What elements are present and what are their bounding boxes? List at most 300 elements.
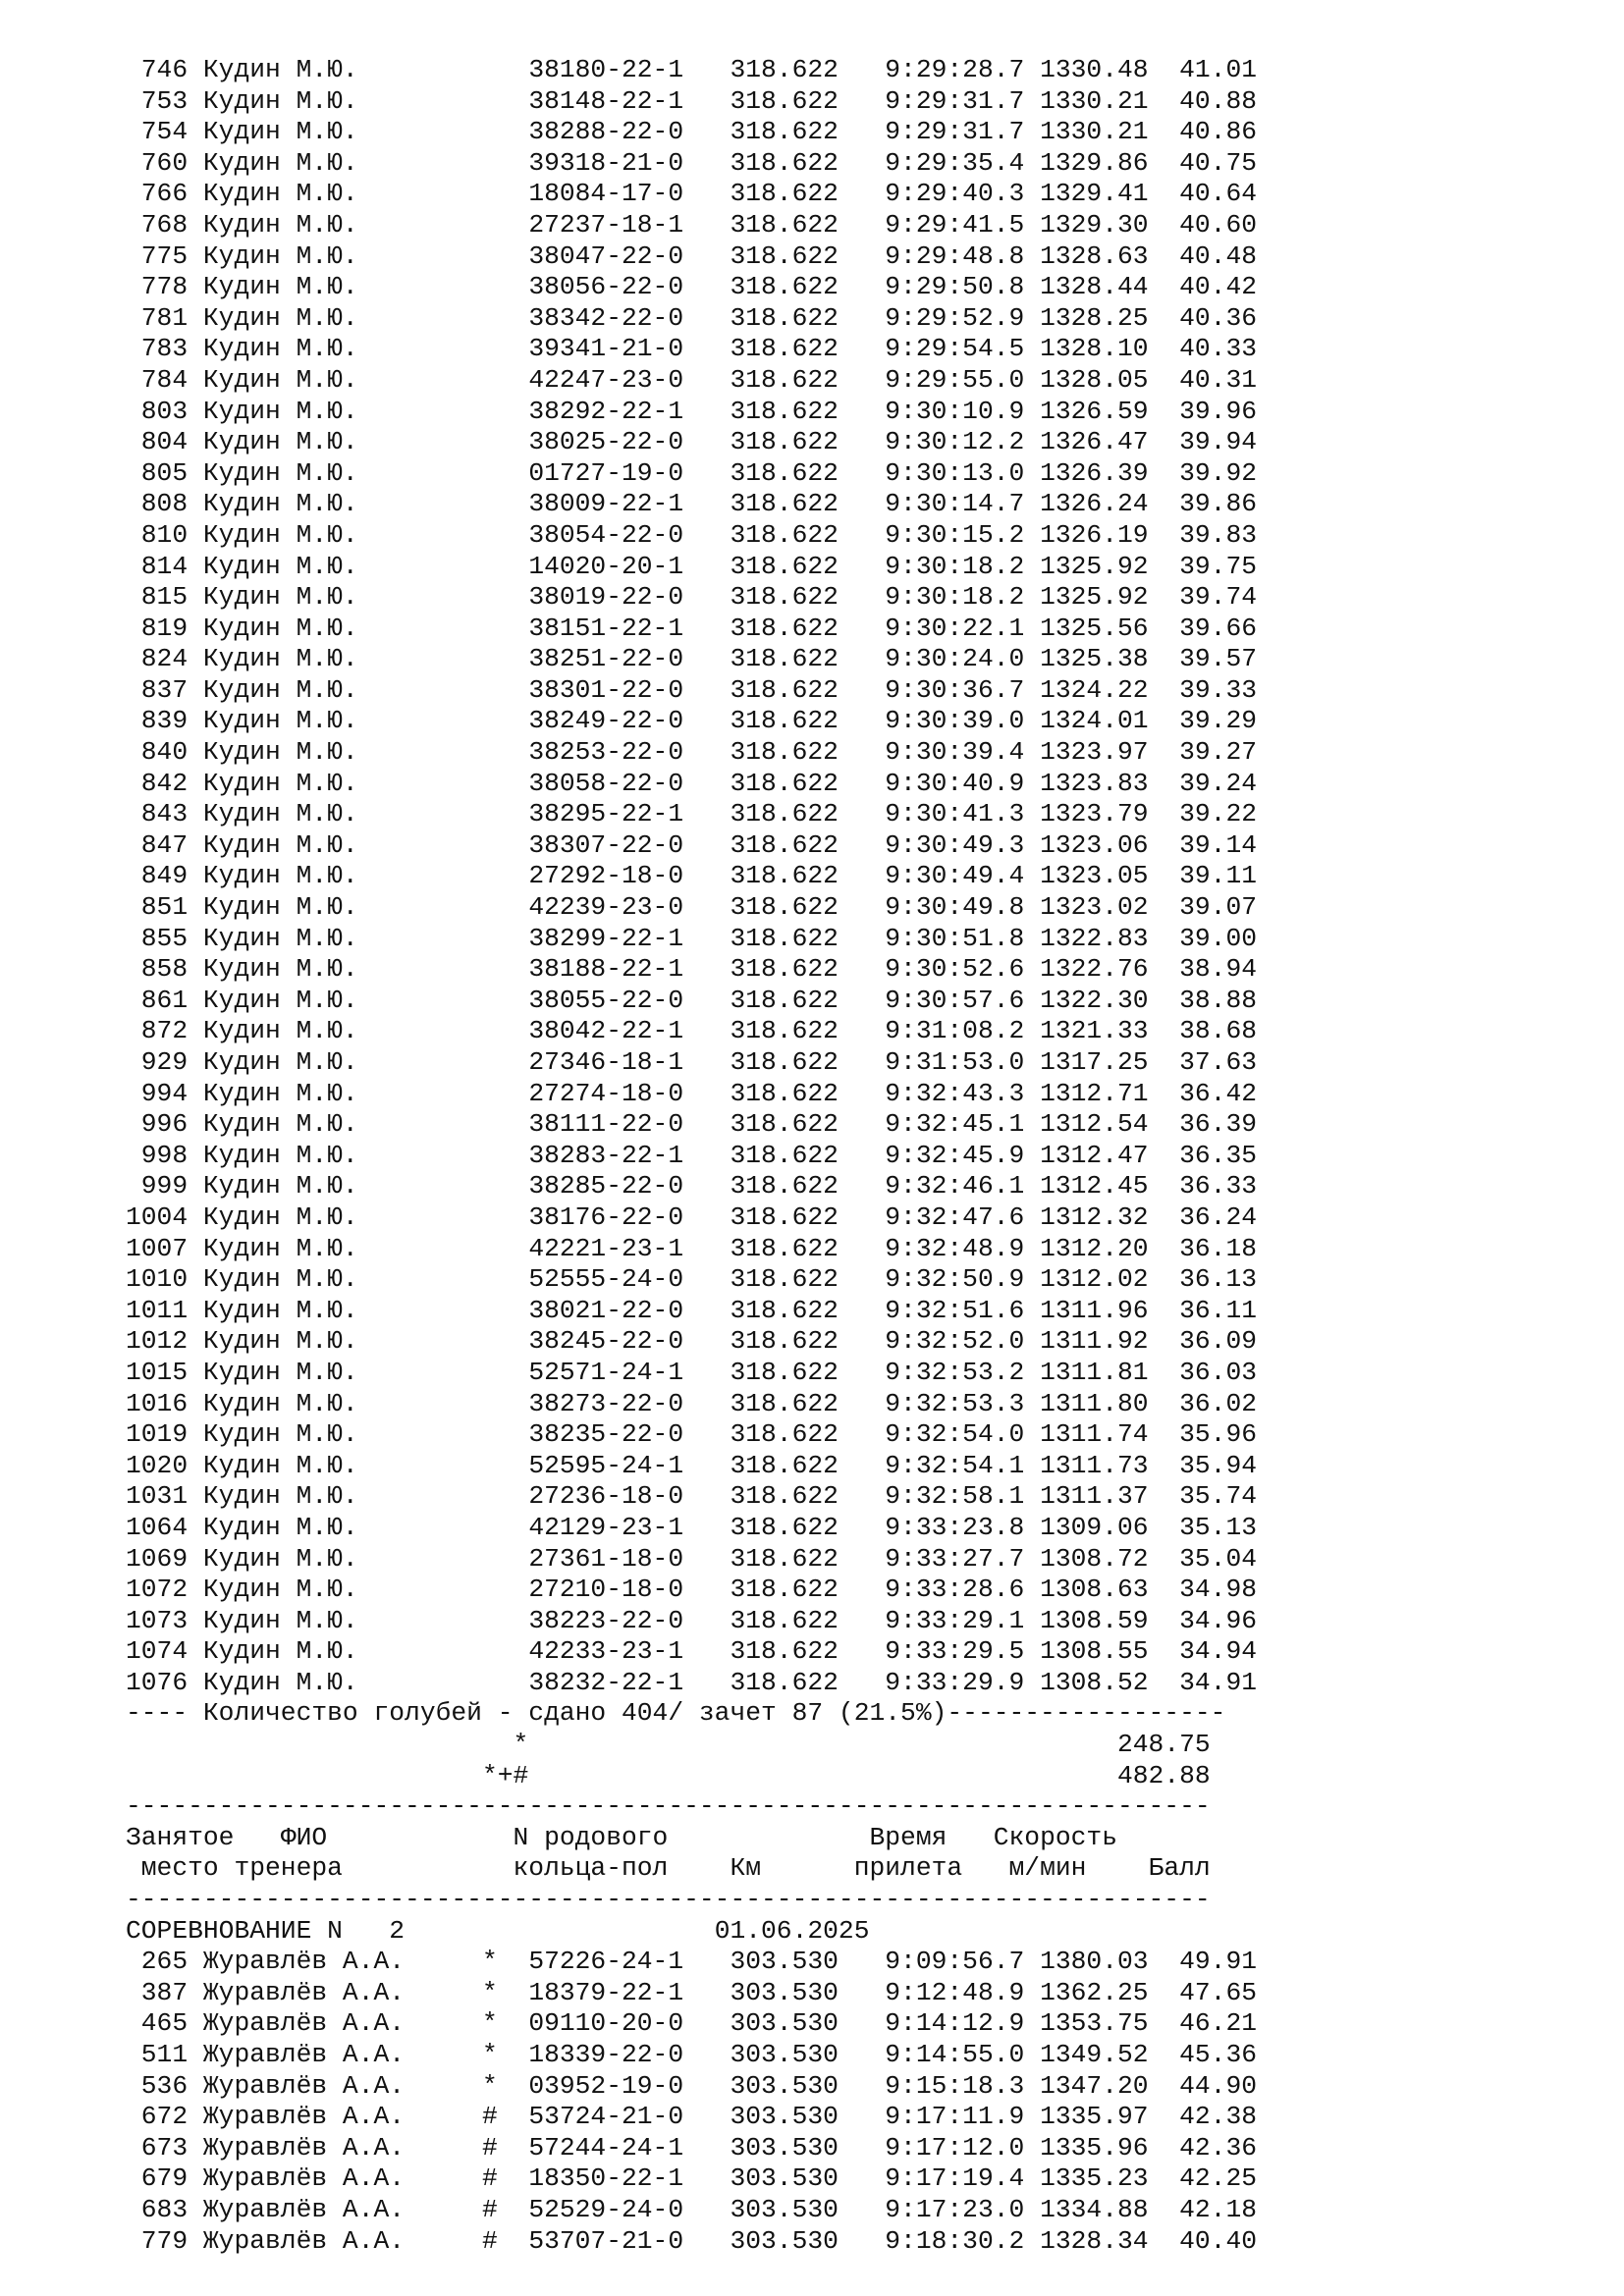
- competition-date: 01.06.2025: [714, 1915, 870, 1946]
- table-row: [126, 2040, 1500, 2071]
- table-row: [126, 1513, 1500, 1544]
- points-cell: 40.48: [1148, 240, 1258, 271]
- time-cell: 9:30:57.6: [869, 985, 1025, 1015]
- points-cell: 36.39: [1148, 1109, 1258, 1140]
- speed-cell: 1325.56: [1024, 613, 1149, 643]
- time-cell: 9:33:29.1: [869, 1605, 1025, 1635]
- km-cell: 318.622: [730, 1171, 870, 1201]
- place-cell: 815: [126, 582, 189, 613]
- ring-cell: 42129-23-1: [528, 1512, 731, 1542]
- trainer-cell: Кудин М.Ю.: [202, 1016, 482, 1046]
- header-cell: Время: [869, 1822, 947, 1852]
- speed-cell: 1329.30: [1024, 209, 1149, 240]
- mark-cell: [482, 1079, 528, 1108]
- totals-block: [126, 1730, 1500, 1791]
- points-cell: 39.00: [1148, 923, 1258, 953]
- trainer-cell: Кудин М.Ю.: [202, 1264, 482, 1295]
- ring-cell: 38295-22-1: [528, 799, 731, 829]
- ring-cell: 38299-22-1: [528, 923, 731, 953]
- km-cell: 318.622: [730, 1667, 870, 1697]
- time-cell: 9:17:19.4: [869, 2163, 1025, 2194]
- ring-cell: 52595-24-1: [528, 1450, 731, 1480]
- trainer-cell: Кудин М.Ю.: [202, 364, 482, 395]
- trainer-cell: Кудин М.Ю.: [202, 1512, 482, 1542]
- km-cell: 318.622: [730, 1575, 870, 1605]
- ring-cell: 52571-24-1: [528, 1357, 731, 1387]
- km-cell: 318.622: [730, 1109, 870, 1140]
- place-cell: 998: [126, 1140, 189, 1170]
- speed-cell: 1328.05: [1024, 364, 1149, 395]
- trainer-cell: Кудин М.Ю.: [202, 1575, 482, 1605]
- speed-cell: 1328.34: [1024, 2225, 1149, 2256]
- place-cell: 1004: [126, 1201, 189, 1232]
- km-cell: 303.530: [730, 2194, 870, 2224]
- speed-cell: 1328.25: [1024, 302, 1149, 333]
- place-cell: 824: [126, 644, 189, 674]
- place-cell: 511: [126, 2040, 189, 2069]
- trainer-cell: Кудин М.Ю.: [202, 1450, 482, 1480]
- points-cell: 39.74: [1148, 582, 1258, 613]
- trainer-cell: Журавлёв А.А.: [202, 2194, 482, 2224]
- trainer-cell: Журавлёв А.А.: [202, 2132, 482, 2163]
- time-cell: 9:17:23.0: [869, 2194, 1025, 2224]
- speed-cell: 1326.59: [1024, 396, 1149, 426]
- results-document: [126, 55, 1500, 2257]
- time-cell: 9:29:54.5: [869, 334, 1025, 364]
- km-cell: 318.622: [730, 1450, 870, 1480]
- ring-cell: 38009-22-1: [528, 489, 731, 519]
- place-cell: 1016: [126, 1388, 189, 1418]
- km-cell: 318.622: [730, 117, 870, 147]
- speed-cell: 1325.38: [1024, 644, 1149, 674]
- place-cell: 1007: [126, 1233, 189, 1263]
- speed-cell: 1328.63: [1024, 240, 1149, 271]
- trainer-cell: Журавлёв А.А.: [202, 2163, 482, 2194]
- time-cell: 9:12:48.9: [869, 1977, 1025, 2007]
- km-cell: 318.622: [730, 1357, 870, 1387]
- table-row: [126, 1978, 1500, 2009]
- place-cell: 1064: [126, 1512, 189, 1542]
- time-cell: 9:31:08.2: [869, 1016, 1025, 1046]
- speed-cell: 1323.06: [1024, 829, 1149, 860]
- points-cell: 39.86: [1148, 489, 1258, 519]
- ring-cell: 42221-23-1: [528, 1233, 731, 1263]
- place-cell: 996: [126, 1109, 189, 1140]
- ring-cell: 57226-24-1: [528, 1947, 731, 1977]
- header-cell: Занятое: [126, 1822, 235, 1852]
- place-cell: 861: [126, 985, 189, 1015]
- trainer-cell: Кудин М.Ю.: [202, 457, 482, 488]
- points-cell: 39.75: [1148, 551, 1258, 581]
- place-cell: 808: [126, 489, 189, 519]
- ring-cell: 38307-22-0: [528, 829, 731, 860]
- km-cell: 318.622: [730, 644, 870, 674]
- speed-cell: 1329.86: [1024, 147, 1149, 178]
- ring-cell: 38180-22-1: [528, 55, 731, 84]
- km-cell: 318.622: [730, 1078, 870, 1108]
- km-cell: 318.622: [730, 1047, 870, 1077]
- header-cell: ФИО: [280, 1822, 328, 1852]
- time-cell: 9:29:55.0: [869, 364, 1025, 395]
- speed-cell: 1309.06: [1024, 1512, 1149, 1542]
- mark-cell: [482, 861, 528, 890]
- km-cell: 318.622: [730, 334, 870, 364]
- mark-cell: [482, 1636, 528, 1666]
- table-row: [126, 1358, 1500, 1389]
- time-cell: 9:30:36.7: [869, 674, 1025, 705]
- ring-cell: 38232-22-1: [528, 1667, 731, 1697]
- separator-bottom: ----------------------------------------------------------------------: [126, 1885, 1211, 1915]
- points-cell: 41.01: [1148, 55, 1258, 84]
- points-cell: 45.36: [1148, 2040, 1258, 2069]
- points-cell: 39.24: [1148, 768, 1258, 798]
- mark-cell: [482, 1171, 528, 1201]
- total-line: [126, 1730, 1500, 1761]
- km-cell: 318.622: [730, 240, 870, 271]
- table-row: [126, 241, 1500, 273]
- speed-cell: 1308.52: [1024, 1667, 1149, 1697]
- table-row: [126, 644, 1500, 675]
- ring-cell: 38025-22-0: [528, 427, 731, 457]
- table-row: [126, 1141, 1500, 1172]
- trainer-cell: Кудин М.Ю.: [202, 117, 482, 147]
- trainer-cell: Кудин М.Ю.: [202, 892, 482, 923]
- table-row: [126, 552, 1500, 583]
- mark-cell: [482, 1606, 528, 1635]
- time-cell: 9:30:18.2: [869, 582, 1025, 613]
- place-cell: 754: [126, 117, 189, 147]
- trainer-cell: Журавлёв А.А.: [202, 1947, 482, 1977]
- points-cell: 36.02: [1148, 1388, 1258, 1418]
- time-cell: 9:32:54.1: [869, 1450, 1025, 1480]
- table-row: [126, 458, 1500, 490]
- table-row: [126, 986, 1500, 1017]
- ring-cell: 38342-22-0: [528, 302, 731, 333]
- place-cell: 1069: [126, 1543, 189, 1574]
- points-cell: 34.94: [1148, 1636, 1258, 1667]
- ring-cell: 27361-18-0: [528, 1543, 731, 1574]
- place-cell: 805: [126, 457, 189, 488]
- ring-cell: 38288-22-0: [528, 117, 731, 147]
- table-header-line-1: [126, 1823, 1500, 1854]
- points-cell: 42.38: [1148, 2102, 1258, 2132]
- table-row: [126, 520, 1500, 552]
- table-row: [126, 397, 1500, 428]
- points-cell: 35.94: [1148, 1450, 1258, 1480]
- ring-cell: 38285-22-0: [528, 1171, 731, 1201]
- km-cell: 318.622: [730, 1605, 870, 1635]
- time-cell: 9:29:35.4: [869, 147, 1025, 178]
- place-cell: 839: [126, 706, 189, 736]
- trainer-cell: Журавлёв А.А.: [202, 2040, 482, 2069]
- speed-cell: 1325.92: [1024, 551, 1149, 581]
- km-cell: 318.622: [730, 1419, 870, 1450]
- header-cell: N родового: [513, 1822, 669, 1852]
- time-cell: 9:30:24.0: [869, 644, 1025, 674]
- mark-cell: [482, 1016, 528, 1045]
- ring-cell: 38176-22-0: [528, 1201, 731, 1232]
- km-cell: 318.622: [730, 674, 870, 705]
- time-cell: 9:32:46.1: [869, 1171, 1025, 1201]
- table-row: [126, 737, 1500, 769]
- points-cell: 40.88: [1148, 85, 1258, 116]
- speed-cell: 1330.21: [1024, 117, 1149, 147]
- place-cell: 858: [126, 954, 189, 985]
- table-row: [126, 582, 1500, 614]
- time-cell: 9:17:11.9: [869, 2102, 1025, 2132]
- trainer-cell: Кудин М.Ю.: [202, 706, 482, 736]
- speed-cell: 1311.80: [1024, 1388, 1149, 1418]
- ring-cell: 52555-24-0: [528, 1264, 731, 1295]
- speed-cell: 1323.83: [1024, 768, 1149, 798]
- points-cell: 40.31: [1148, 364, 1258, 395]
- km-cell: 303.530: [730, 2163, 870, 2194]
- points-cell: 35.96: [1148, 1419, 1258, 1450]
- km-cell: 318.622: [730, 272, 870, 302]
- km-cell: 318.622: [730, 613, 870, 643]
- time-cell: 9:30:22.1: [869, 613, 1025, 643]
- points-cell: 36.33: [1148, 1171, 1258, 1201]
- mark-cell: #: [481, 2102, 529, 2132]
- table-row: [126, 1451, 1500, 1482]
- table-row: [126, 1389, 1500, 1420]
- table-row: [126, 365, 1500, 397]
- points-cell: 39.14: [1148, 829, 1258, 860]
- speed-cell: 1353.75: [1024, 2008, 1149, 2039]
- table-row: [126, 924, 1500, 955]
- table-row: [126, 117, 1500, 148]
- km-cell: 318.622: [730, 551, 870, 581]
- time-cell: 9:29:50.8: [869, 272, 1025, 302]
- trainer-cell: Кудин М.Ю.: [202, 1543, 482, 1574]
- time-cell: 9:30:39.4: [869, 737, 1025, 768]
- place-cell: 778: [126, 272, 189, 302]
- trainer-cell: Кудин М.Ю.: [202, 1605, 482, 1635]
- place-cell: 781: [126, 302, 189, 333]
- ring-cell: 27210-18-0: [528, 1575, 731, 1605]
- place-cell: 679: [126, 2163, 189, 2194]
- table-row: [126, 2195, 1500, 2226]
- trainer-cell: Кудин М.Ю.: [202, 1481, 482, 1512]
- place-cell: 1076: [126, 1667, 189, 1697]
- mark-cell: [482, 1047, 528, 1077]
- mark-cell: [482, 303, 528, 333]
- time-cell: 9:29:31.7: [869, 85, 1025, 116]
- km-cell: 303.530: [730, 1977, 870, 2007]
- place-cell: 804: [126, 427, 189, 457]
- time-cell: 9:32:58.1: [869, 1481, 1025, 1512]
- mark-cell: [482, 954, 528, 984]
- trainer-cell: Журавлёв А.А.: [202, 2225, 482, 2256]
- speed-cell: 1311.73: [1024, 1450, 1149, 1480]
- time-cell: 9:32:47.6: [869, 1201, 1025, 1232]
- table-row: [126, 2226, 1500, 2258]
- km-cell: 318.622: [730, 1481, 870, 1512]
- competition-title-line: [126, 1916, 1500, 1948]
- header-cell: прилета: [853, 1853, 963, 1884]
- trainer-cell: Журавлёв А.А.: [202, 2070, 482, 2101]
- points-cell: 36.03: [1148, 1357, 1258, 1387]
- km-cell: 318.622: [730, 737, 870, 768]
- points-cell: 35.74: [1148, 1481, 1258, 1512]
- points-cell: 38.94: [1148, 954, 1258, 985]
- table-row: [126, 1606, 1500, 1637]
- mark-cell: [482, 148, 528, 178]
- table-row: [126, 1544, 1500, 1575]
- place-cell: 1074: [126, 1636, 189, 1667]
- time-cell: 9:33:23.8: [869, 1512, 1025, 1542]
- speed-cell: 1324.01: [1024, 706, 1149, 736]
- speed-cell: 1311.81: [1024, 1357, 1149, 1387]
- mark-cell: [482, 986, 528, 1015]
- ring-cell: 42247-23-0: [528, 364, 731, 395]
- ring-cell: 38245-22-0: [528, 1326, 731, 1357]
- mark-cell: [482, 55, 528, 84]
- km-cell: 318.622: [730, 519, 870, 550]
- ring-cell: 53707-21-0: [528, 2225, 731, 2256]
- time-cell: 9:30:14.7: [869, 489, 1025, 519]
- trainer-cell: Кудин М.Ю.: [202, 768, 482, 798]
- mark-cell: [482, 489, 528, 518]
- speed-cell: 1325.92: [1024, 582, 1149, 613]
- ring-cell: 27292-18-0: [528, 861, 731, 891]
- trainer-cell: Кудин М.Ю.: [202, 209, 482, 240]
- table-row: [126, 1636, 1500, 1668]
- header-cell: Км: [730, 1853, 762, 1884]
- speed-cell: 1312.02: [1024, 1264, 1149, 1295]
- place-cell: 536: [126, 2070, 189, 2101]
- speed-cell: 1323.02: [1024, 892, 1149, 923]
- points-cell: 35.04: [1148, 1543, 1258, 1574]
- mark-cell: #: [481, 2163, 529, 2194]
- trainer-cell: Кудин М.Ю.: [202, 1233, 482, 1263]
- mark-cell: [482, 1141, 528, 1170]
- km-cell: 303.530: [730, 1947, 870, 1977]
- place-cell: 746: [126, 55, 189, 84]
- place-cell: 779: [126, 2225, 189, 2256]
- mark-cell: [482, 210, 528, 240]
- km-cell: 303.530: [730, 2070, 870, 2101]
- ring-cell: 38054-22-0: [528, 519, 731, 550]
- trainer-cell: Кудин М.Ю.: [202, 1078, 482, 1108]
- ring-cell: 38111-22-0: [528, 1109, 731, 1140]
- km-cell: 318.622: [730, 1388, 870, 1418]
- speed-cell: 1328.10: [1024, 334, 1149, 364]
- table-row: [126, 1202, 1500, 1234]
- speed-cell: 1308.63: [1024, 1575, 1149, 1605]
- time-cell: 9:32:45.9: [869, 1140, 1025, 1170]
- points-cell: 39.07: [1148, 892, 1258, 923]
- speed-cell: 1323.97: [1024, 737, 1149, 768]
- time-cell: 9:29:52.9: [869, 302, 1025, 333]
- time-cell: 9:30:13.0: [869, 457, 1025, 488]
- time-cell: 9:33:28.6: [869, 1575, 1025, 1605]
- place-cell: 673: [126, 2132, 189, 2163]
- time-cell: 9:30:10.9: [869, 396, 1025, 426]
- mark-cell: [482, 1326, 528, 1356]
- points-cell: 42.18: [1148, 2194, 1258, 2224]
- ring-cell: 09110-20-0: [528, 2008, 731, 2039]
- table-row: [126, 303, 1500, 335]
- ring-cell: 39341-21-0: [528, 334, 731, 364]
- km-cell: 303.530: [730, 2040, 870, 2069]
- ring-cell: 38055-22-0: [528, 985, 731, 1015]
- ring-cell: 38292-22-1: [528, 396, 731, 426]
- points-cell: 38.68: [1148, 1016, 1258, 1046]
- speed-cell: 1329.41: [1024, 179, 1149, 209]
- ring-cell: 38253-22-0: [528, 737, 731, 768]
- mark-cell: [482, 427, 528, 456]
- place-cell: 837: [126, 674, 189, 705]
- trainer-cell: Кудин М.Ю.: [202, 55, 482, 84]
- trainer-cell: Кудин М.Ю.: [202, 427, 482, 457]
- ring-cell: 38223-22-0: [528, 1605, 731, 1635]
- time-cell: 9:17:12.0: [869, 2132, 1025, 2163]
- speed-cell: 1326.47: [1024, 427, 1149, 457]
- table-row: [126, 1668, 1500, 1699]
- km-cell: 318.622: [730, 582, 870, 613]
- points-cell: 40.86: [1148, 117, 1258, 147]
- trainer-cell: Кудин М.Ю.: [202, 674, 482, 705]
- mark-cell: [482, 706, 528, 735]
- points-cell: 40.40: [1148, 2225, 1258, 2256]
- ring-cell: 27274-18-0: [528, 1078, 731, 1108]
- table-row: [126, 861, 1500, 892]
- mark-cell: [482, 1544, 528, 1574]
- km-cell: 318.622: [730, 1636, 870, 1667]
- time-cell: 9:29:28.7: [869, 55, 1025, 84]
- points-cell: 36.24: [1148, 1201, 1258, 1232]
- ring-cell: 18339-22-0: [528, 2040, 731, 2069]
- place-cell: 810: [126, 519, 189, 550]
- time-cell: 9:30:39.0: [869, 706, 1025, 736]
- points-cell: 40.33: [1148, 334, 1258, 364]
- speed-cell: 1326.19: [1024, 519, 1149, 550]
- place-cell: 1072: [126, 1575, 189, 1605]
- mark-cell: [482, 552, 528, 581]
- table-row: [126, 210, 1500, 241]
- km-cell: 318.622: [730, 396, 870, 426]
- ring-cell: 18084-17-0: [528, 179, 731, 209]
- speed-cell: 1326.39: [1024, 457, 1149, 488]
- speed-cell: 1322.76: [1024, 954, 1149, 985]
- points-cell: 42.25: [1148, 2163, 1258, 2194]
- table-row: [126, 2133, 1500, 2164]
- points-cell: 34.98: [1148, 1575, 1258, 1605]
- points-cell: 39.27: [1148, 737, 1258, 768]
- place-cell: 851: [126, 892, 189, 923]
- place-cell: 999: [126, 1171, 189, 1201]
- points-cell: 49.91: [1148, 1947, 1258, 1977]
- trainer-cell: Кудин М.Ю.: [202, 302, 482, 333]
- table-row: [126, 2071, 1500, 2103]
- place-cell: 847: [126, 829, 189, 860]
- km-cell: 303.530: [730, 2132, 870, 2163]
- trainer-cell: Кудин М.Ю.: [202, 85, 482, 116]
- points-cell: 39.66: [1148, 613, 1258, 643]
- mark-cell: [482, 241, 528, 271]
- speed-cell: 1330.48: [1024, 55, 1149, 84]
- trainer-cell: Кудин М.Ю.: [202, 551, 482, 581]
- table-row: [126, 489, 1500, 520]
- km-cell: 318.622: [730, 923, 870, 953]
- header-cell: м/мин: [1008, 1853, 1087, 1884]
- speed-cell: 1311.74: [1024, 1419, 1149, 1450]
- km-cell: 318.622: [730, 1201, 870, 1232]
- trainer-cell: Кудин М.Ю.: [202, 179, 482, 209]
- mark-cell: [482, 397, 528, 426]
- time-cell: 9:32:43.3: [869, 1078, 1025, 1108]
